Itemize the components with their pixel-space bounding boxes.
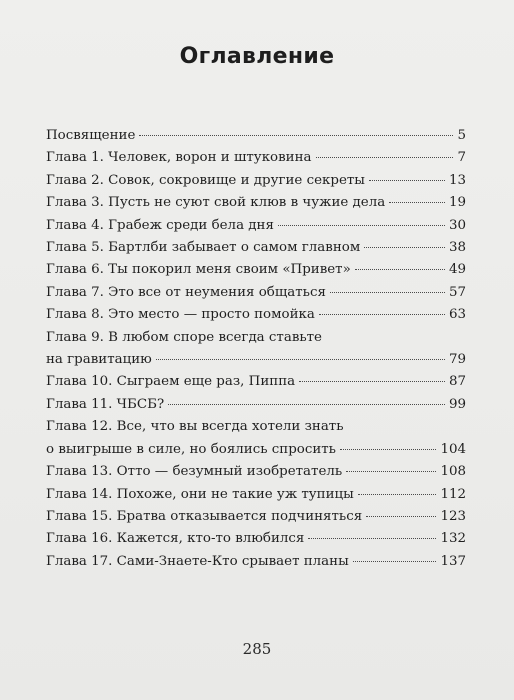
toc-entry (46, 259, 466, 281)
toc-entry-title: Глава 17. Сами-Знаете-Кто срывает планы (46, 553, 349, 569)
toc-entry-page: 132 (440, 531, 466, 547)
page-heading: Оглавление (179, 44, 335, 69)
toc-entry (46, 147, 466, 169)
toc-entry-page: 5 (457, 128, 466, 143)
dot-leader (358, 494, 437, 495)
toc-entry-page: 104 (440, 441, 466, 457)
toc-entry (46, 551, 466, 573)
toc-entry-page: 19 (448, 195, 466, 211)
toc-entry (46, 484, 466, 506)
toc-entry-title: Глава 1. Человек, ворон и штуковина (46, 150, 312, 166)
toc-entry (46, 215, 466, 237)
toc-entry-page: 7 (457, 150, 466, 166)
dot-leader (366, 516, 436, 517)
toc-entry-page: 13 (448, 172, 466, 188)
toc-entry (46, 237, 466, 259)
page-number: 285 (242, 640, 272, 658)
toc-entry-title: Глава 15. Братва отказывается подчиняться (46, 508, 363, 524)
toc-entry-page: 137 (440, 553, 466, 569)
toc-entry-title: Глава 12. Все, что вы всегда хотели знать (46, 419, 344, 435)
dot-leader (330, 292, 445, 293)
toc-entry-page: 79 (448, 352, 466, 368)
toc-entry (46, 461, 466, 483)
toc-entry-title: Глава 2. Совок, сокровище и другие секреты (46, 172, 365, 188)
toc-entry-page: 123 (440, 508, 466, 524)
toc-entry-title-cont: на гравитацию (46, 352, 152, 368)
toc-entry-page: 38 (448, 240, 466, 256)
toc-entry-page: 108 (440, 464, 466, 480)
toc-entry (46, 371, 466, 393)
toc-entry-title: Глава 16. Кажется, кто-то влюбился (46, 531, 305, 547)
toc-entry (46, 170, 466, 192)
toc-entry-page: 87 (448, 374, 466, 390)
toc-entry-title: Глава 3. Пусть не суют свой клюв в чужие дела (46, 195, 386, 211)
toc-entry-page: 49 (448, 262, 466, 278)
dot-leader (299, 381, 445, 382)
toc-entry (46, 394, 466, 416)
dot-leader (168, 404, 445, 405)
toc-entry-page: 57 (448, 284, 466, 300)
dot-leader (369, 180, 445, 181)
toc-entry-page: 63 (448, 307, 466, 323)
toc-entry (46, 528, 466, 550)
dot-leader (316, 157, 454, 158)
toc-entry-title: Глава 11. ЧБСБ? (46, 396, 165, 412)
toc-entry-title-cont: о выигрыше в силе, но боялись спросить (46, 441, 336, 457)
dot-leader (389, 202, 445, 203)
toc-entry-title: Глава 4. Грабеж среди бела дня (46, 217, 274, 233)
toc-entry (46, 327, 466, 372)
toc-entry-title: Глава 13. Отто — безумный изобретатель (46, 464, 343, 480)
toc-entry-title: Глава 7. Это все от неумения общаться (46, 284, 326, 300)
toc-entry (46, 282, 466, 304)
table-of-contents (46, 125, 466, 573)
toc-entry-title: Глава 9. В любом споре всегда ставьте (46, 329, 322, 345)
toc-entry-title: Посвящение (46, 128, 136, 143)
dot-leader (308, 538, 436, 539)
dot-leader (353, 561, 437, 562)
toc-entry (46, 416, 466, 461)
toc-entry (46, 506, 466, 528)
toc-entry-continuation (46, 439, 466, 461)
toc-entry (46, 125, 466, 147)
toc-entry-page: 30 (448, 217, 466, 233)
toc-entry-title: Глава 8. Это место — просто помойка (46, 307, 315, 323)
dot-leader (319, 314, 445, 315)
dot-leader (346, 471, 436, 472)
dot-leader (278, 225, 445, 226)
dot-leader (355, 269, 445, 270)
toc-entry-page: 112 (440, 486, 466, 502)
toc-entry-title: Глава 14. Похоже, они не такие уж тупицы (46, 486, 354, 502)
dot-leader (139, 135, 453, 136)
dot-leader (364, 247, 445, 248)
toc-entry-title: Глава 5. Бартлби забывает о самом главном (46, 240, 361, 256)
toc-entry (46, 192, 466, 214)
dot-leader (340, 449, 436, 450)
toc-entry-title: Глава 10. Сыграем еще раз, Пиппа (46, 374, 296, 390)
toc-entry (46, 304, 466, 326)
toc-entry-title: Глава 6. Ты покорил меня своим «Привет» (46, 262, 351, 278)
dot-leader (156, 359, 445, 360)
toc-entry-page: 99 (448, 396, 466, 412)
toc-entry-continuation (46, 349, 466, 371)
